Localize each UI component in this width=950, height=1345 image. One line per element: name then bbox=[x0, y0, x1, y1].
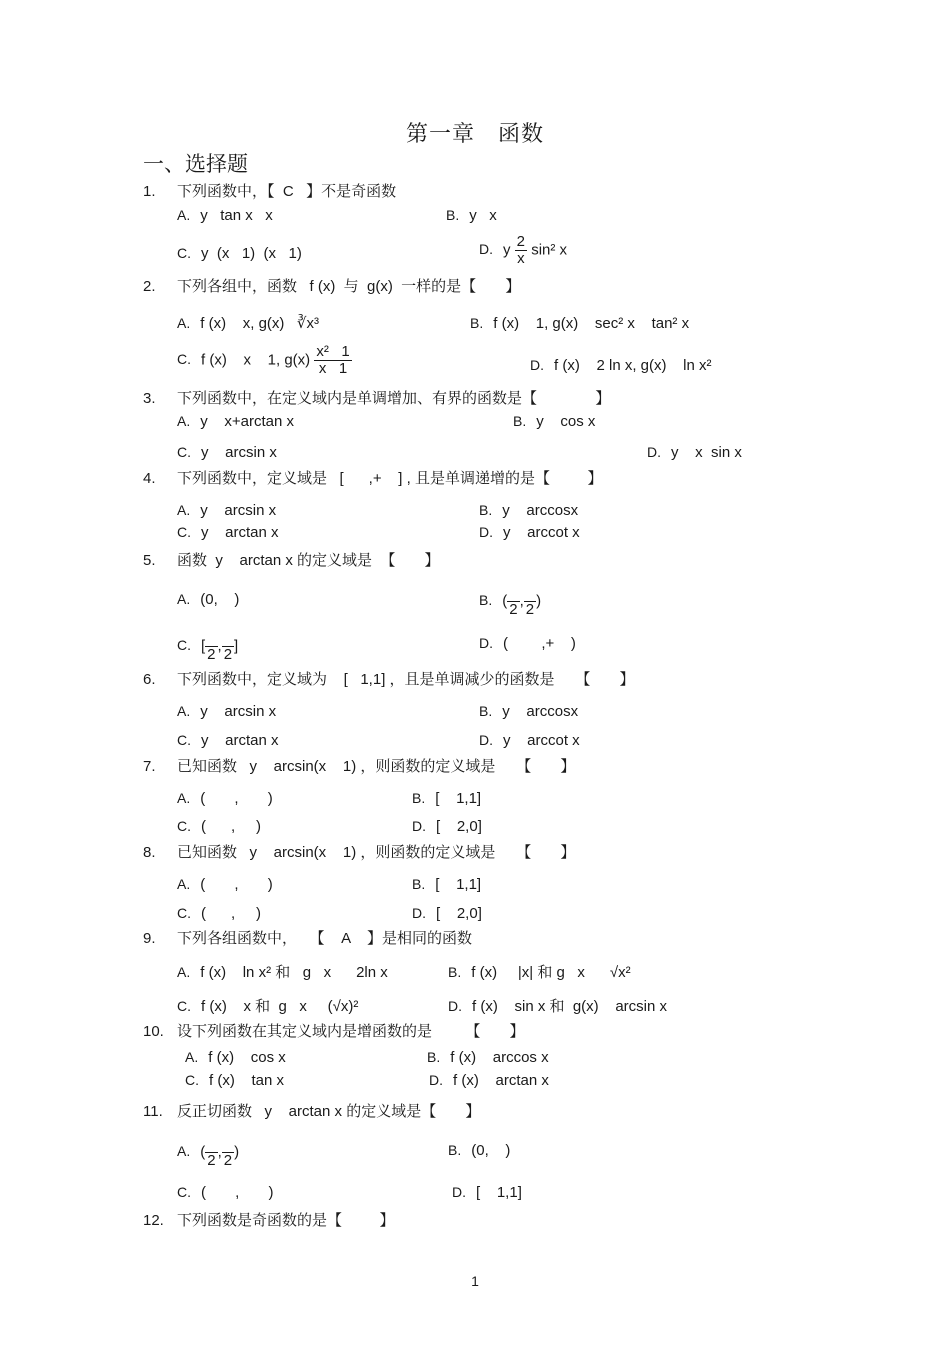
question-number: 8. bbox=[143, 844, 156, 861]
option-b: B. f (x) arccos x bbox=[427, 1049, 549, 1066]
option-d: D. f (x) sin x 和 g(x) arcsin x bbox=[448, 998, 668, 1015]
question-stem: 函数 y arctan x 的定义域是 【 】 bbox=[177, 552, 440, 569]
section-heading: 一、选择题 bbox=[143, 153, 248, 176]
option-d: D. y arccot x bbox=[479, 732, 580, 749]
option-c: C. y arcsin x bbox=[177, 444, 277, 461]
option-a: A. f (x) cos x bbox=[185, 1049, 286, 1066]
option-a: A. (0, ) bbox=[177, 591, 240, 608]
question-number: 2. bbox=[143, 278, 156, 295]
question-stem: 已知函数 y arcsin(x 1) ，则函数的定义域是 【 】 bbox=[177, 844, 576, 861]
option-a: A. y arcsin x bbox=[177, 502, 277, 519]
question-number: 7. bbox=[143, 758, 156, 775]
option-c: C. y (x 1) (x 1) bbox=[177, 245, 302, 262]
question-stem: 下列函数中，定义域为 [ 1,1] ，且是单调减少的函数是 【 】 bbox=[177, 671, 635, 688]
option-b: B. y arccosx bbox=[479, 502, 579, 519]
question-stem: 下列各组函数中， 【 A 】是相同的函数 bbox=[177, 930, 473, 947]
question-number: 4. bbox=[143, 470, 156, 487]
option-c: C. f (x) tan x bbox=[185, 1072, 285, 1089]
question-stem: 下列函数中，在定义域内是单调增加、有界的函数是【 】 bbox=[177, 390, 611, 407]
question-stem: 下列各组中，函数 f (x) 与 g(x) 一样的是【 】 bbox=[177, 278, 521, 295]
question-number: 10. bbox=[143, 1023, 164, 1040]
option-c: C. y arctan x bbox=[177, 732, 279, 749]
option-c: C. [ 2 , 2 ] bbox=[177, 630, 238, 663]
question-stem: 反正切函数 y arctan x 的定义域是【 】 bbox=[177, 1103, 481, 1120]
option-a: A. y x+arctan x bbox=[177, 413, 295, 430]
question-stem: 下列函数中，定义域是 [ ,+ ] , 且是单调递增的是【 】 bbox=[177, 470, 603, 487]
option-b: B. y cos x bbox=[513, 413, 596, 430]
option-b: B. y arccosx bbox=[479, 703, 579, 720]
option-a: A. ( 2 , 2 ) bbox=[177, 1136, 239, 1169]
question-number: 5. bbox=[143, 552, 156, 569]
option-c: C. f (x) x 1, g(x) $\frac{\text{x² 1}}{x 1}$ bbox=[177, 343, 350, 377]
question-number: 12. bbox=[143, 1212, 164, 1229]
option-c: C. y arctan x bbox=[177, 524, 279, 541]
option-d: D. y x sin x bbox=[647, 444, 742, 461]
question-number: 1. bbox=[143, 183, 156, 200]
option-a: A. ( , ) bbox=[177, 790, 273, 807]
question-number: 3. bbox=[143, 390, 156, 407]
option-b: B. y x bbox=[446, 207, 497, 224]
option-d: D. [ 2,0] bbox=[412, 818, 482, 835]
page-number: 1 bbox=[471, 1273, 479, 1289]
option-d: D. f (x) arctan x bbox=[429, 1072, 549, 1089]
option-d: D. [ 2,0] bbox=[412, 905, 482, 922]
option-a: A. y arcsin x bbox=[177, 703, 277, 720]
option-d: D. ( ,+ ) bbox=[479, 635, 576, 652]
option-d: D. y $\frac{2}{x}$ sin² x bbox=[479, 233, 568, 267]
option-c: C. ( , ) bbox=[177, 905, 261, 922]
question-stem: 已知函数 y arcsin(x 1) ，则函数的定义域是 【 】 bbox=[177, 758, 576, 775]
question-stem: 下列函数中，【 C 】不是奇函数 bbox=[177, 183, 397, 200]
question-stem: 下列函数是奇函数的是【 】 bbox=[177, 1212, 395, 1229]
option-d: D. f (x) 2 ln x, g(x) ln x² bbox=[530, 357, 712, 374]
option-a: A. f (x) x, g(x) ∛x³ bbox=[177, 315, 319, 332]
question-stem: 设下列函数在其定义域内是增函数的是 【 】 bbox=[177, 1023, 525, 1040]
option-a: A. y tan x x bbox=[177, 207, 273, 224]
option-a: A. ( , ) bbox=[177, 876, 273, 893]
option-c: C. ( , ) bbox=[177, 818, 261, 835]
option-a: A. f (x) ln x² 和 g x 2ln x bbox=[177, 964, 388, 981]
chapter-title: 第一章 函数 bbox=[405, 121, 544, 146]
question-number: 6. bbox=[143, 671, 156, 688]
option-b: B. (0, ) bbox=[448, 1142, 511, 1159]
option-d: D. [ 1,1] bbox=[452, 1184, 522, 1201]
option-d: D. y arccot x bbox=[479, 524, 580, 541]
option-b: B. f (x) |x| 和 g x √x² bbox=[448, 964, 631, 981]
option-b: B. ( 2 , 2 ) bbox=[479, 585, 541, 618]
option-c: C. ( , ) bbox=[177, 1184, 274, 1201]
option-c: C. f (x) x 和 g x (√x)² bbox=[177, 998, 359, 1015]
question-number: 11. bbox=[143, 1103, 163, 1120]
option-b: B. [ 1,1] bbox=[412, 790, 482, 807]
option-b: B. f (x) 1, g(x) sec² x tan² x bbox=[470, 315, 690, 332]
option-b: B. [ 1,1] bbox=[412, 876, 482, 893]
question-number: 9. bbox=[143, 930, 156, 947]
